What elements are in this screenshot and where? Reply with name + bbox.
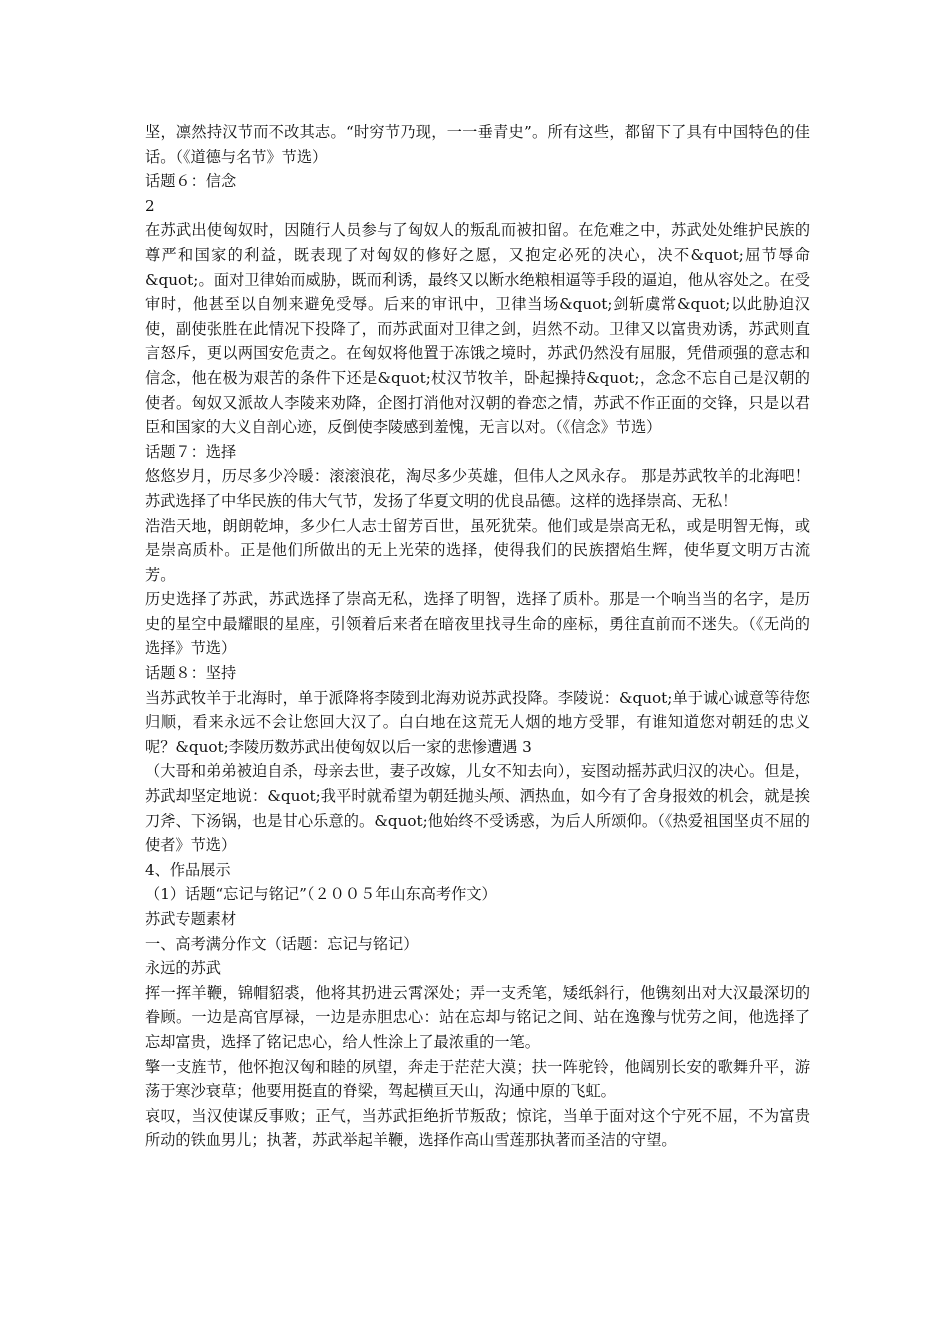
essay-title: 永远的苏武 — [145, 959, 221, 978]
paragraph: 挥一挥羊鞭，锦帽貂裘，他将其扔进云霄深处；弄一支秃笔，矮纸斜行，他镌刻出对大汉最深切的眷顾。一边是高官厚禄，一边是赤胆忠心：站在忘却与铭记之间、站在逸豫与忧劳之间，他选择了忘却富贵，选择了铭记忠心，给人性涂上了最浓重的一笔。 — [145, 983, 810, 1051]
paragraph: 悠悠岁月，历尽多少冷暖：滚滚浪花，淘尽多少英雄，但伟人之风永存。 那是苏武牧羊的北海吧！苏武选择了中华民族的伟大气节，发扬了华夏文明的优良品德。这样的选择崇高、无私！ — [145, 467, 810, 510]
paragraph: 在苏武出使匈奴时，因随行人员参与了匈奴人的叛乱而被扣留。在危难之中，苏武处处维护民族的尊严和国家的利益，既表现了对匈奴的修好之愿，又抱定必死的决心，决不&quot;屈节辱命&quot;。面对卫律始而威胁，既而利诱，最终又以断水绝粮相逼等手段的逼迫，他从容处之。在受审时，他甚至以自刎来避免受辱。后来的审讯中，卫律当场&quot;剑斩虞常&quot;以此胁迫汉使，副使张胜在此情况下投降了，而苏武面对卫律之剑，岿然不动。卫律又以富贵劝诱，苏武则直言怒斥，更以两国安危责之。在匈奴将他置于冻饿之境时，苏武仍然没有屈服，凭借顽强的意志和信念，他在极为艰苦的条件下还是&quot;杖汉节牧羊，卧起操持&quot;，念念不忘自己是汉朝的使者。匈奴又派故人李陵来劝降，企图打消他对汉朝的眷恋之情，苏武不作正面的交锋，只是以君臣和国家的大义自剖心迹，反倒使李陵感到羞愧，无言以对。（《信念》节选） — [145, 221, 810, 437]
topic-heading: 话题７：选择 — [145, 442, 237, 461]
paragraph: 历史选择了苏武，苏武选择了崇高无私，选择了明智，选择了质朴。那是一个响当当的名字，是历史的星空中最耀眼的星座，引领着后来者在暗夜里找寻生命的座标，勇往直前而不迷失。（《无尚的选择》节选） — [145, 590, 810, 658]
paragraph: 哀叹，当汉使谋反事败；正气，当苏武拒绝折节叛敌；惊诧，当单于面对这个宁死不屈，不为富贵所动的铁血男儿；执著，苏武举起羊鞭，选择作高山雪莲那执著而圣洁的守望。 — [145, 1106, 810, 1150]
paragraph: 擎一支旌节，他怀抱汉匈和睦的夙望，奔走于茫茫大漠；扶一阵驼铃，他阔别长安的歌舞升平，游荡于寒沙衰草；他要用挺直的脊梁，驾起横亘天山，沟通中原的飞虹。 — [145, 1057, 810, 1101]
page-number: 2 — [145, 196, 155, 215]
section-heading: 苏武专题素材 — [145, 910, 237, 928]
section-heading: 4、作品展示 — [145, 860, 231, 879]
paragraph: 坚，凛然持汉节而不改其志。“时穷节乃现，一一垂青史”。所有这些，都留下了具有中国特色的佳话。（《道德与名节》节选） — [145, 123, 810, 166]
paragraph: 当苏武牧羊于北海时，单于派降将李陵到北海劝说苏武投降。李陵说：&quot;单于诚心诚意等待您归顺，看来永远不会让您回大汉了。白白地在这荒无人烟的地方受罪，有谁知道您对朝廷的忠义呢？&quot;李陵历数苏武出使匈奴以后一家的悲惨遭遇 3 — [145, 688, 810, 756]
topic-heading: 话题６：信念 — [145, 172, 237, 191]
topic-heading: 话题８：坚持 — [145, 664, 237, 683]
document-page — [145, 120, 810, 1153]
subsection-heading: （1）话题“忘记与铭记”（２００５年山东高考作文） — [145, 885, 497, 904]
section-heading: 一、高考满分作文（话题：忘记与铭记） — [145, 934, 419, 953]
paragraph: （大哥和弟弟被迫自杀，母亲去世，妻子改嫁，儿女不知去向），妄图动摇苏武归汉的决心。但是，苏武却坚定地说：&quot;我平时就希望为朝廷抛头颅、洒热血，如今有了舍身报效的机会，就是挨刀斧、下汤锅，也是甘心乐意的。&quot;他始终不受诱惑，为后人所颂仰。（《热爱祖国坚贞不屈的使者》节选） — [145, 762, 810, 855]
paragraph: 浩浩天地，朗朗乾坤，多少仁人志士留芳百世，虽死犹荣。他们或是崇高无私，或是明智无悔，或是崇高质朴。正是他们所做出的无上光荣的选择，使得我们的民族摺焰生辉，使华夏文明万古流芳。 — [145, 516, 810, 584]
